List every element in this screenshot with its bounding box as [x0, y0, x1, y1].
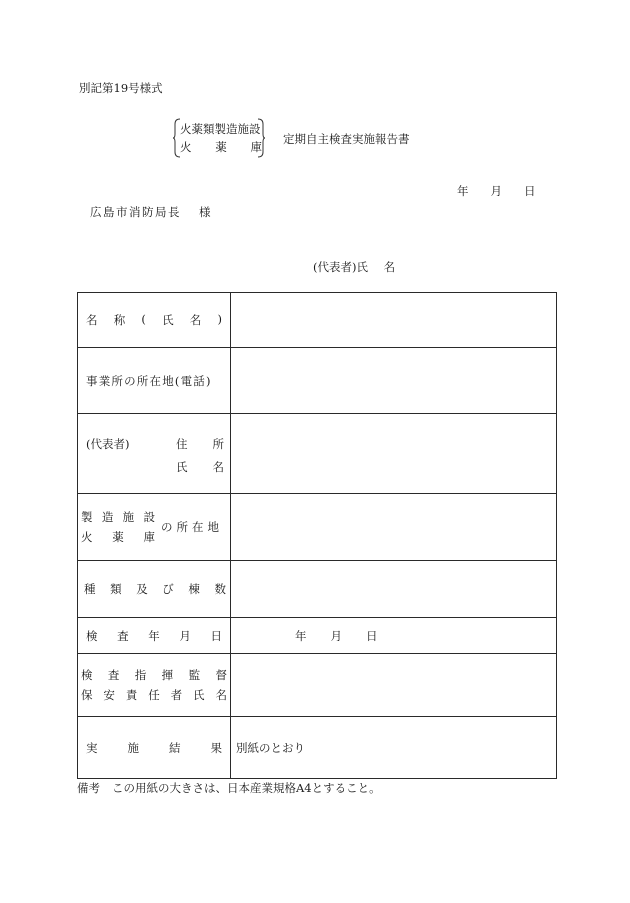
table-row-supervisor	[78, 654, 557, 717]
addressee-name: 広島市消防局長	[90, 205, 181, 219]
date-year-label: 年	[457, 184, 469, 198]
note-text: この用紙の大きさは、日本産業規格A4とすること。	[112, 781, 381, 795]
table-row-kind	[78, 561, 557, 618]
office-address-label: 事業所の所在地(電話)	[78, 348, 231, 414]
inspection-date-field[interactable]: 年 月 日	[231, 618, 557, 654]
note	[77, 780, 381, 796]
facility-location-field[interactable]	[231, 494, 557, 561]
name-label: 名 称 ( 氏 名 )	[78, 293, 231, 348]
representative-tag: (代表者)	[313, 260, 357, 274]
facility-location-label: 製 造 施 設 火 薬 庫 の所在地	[78, 494, 231, 561]
table-row-facility	[78, 494, 557, 561]
note-label: 備考	[77, 781, 100, 795]
table-row-office	[78, 348, 557, 414]
result-field[interactable]: 別紙のとおり	[231, 717, 557, 779]
report-table	[77, 292, 557, 779]
result-label: 実 施 結 果	[78, 717, 231, 779]
addressee-honorific: 様	[199, 205, 212, 219]
table-row-name	[78, 293, 557, 348]
representative-signature	[313, 259, 401, 275]
inspection-date-label: 検 査 年 月 日	[78, 618, 231, 654]
facility-type-storage: 火 薬 庫	[180, 140, 262, 154]
document-title: 定期自主検査実施報告書	[283, 132, 410, 146]
date-day-label: 日	[524, 184, 536, 198]
submission-date	[457, 183, 536, 199]
facility-type-manufacturing: 火薬類製造施設	[180, 122, 261, 136]
supervisor-label: 検 査 指 揮 監 督 保 安 責 任 者 氏 名	[78, 654, 231, 717]
table-row-representative	[78, 414, 557, 494]
office-address-field[interactable]	[231, 348, 557, 414]
representative-field[interactable]	[231, 414, 557, 494]
kind-count-label: 種 類 及 び 棟 数	[78, 561, 231, 618]
addressee	[90, 204, 212, 220]
supervisor-field[interactable]	[231, 654, 557, 717]
name-field[interactable]	[231, 293, 557, 348]
table-row-inspection-date	[78, 618, 557, 654]
representative-name-label: 氏 名	[356, 260, 402, 274]
kind-count-field[interactable]	[231, 561, 557, 618]
representative-label: (代表者) 住 所 氏 名	[78, 414, 231, 494]
table-row-result	[78, 717, 557, 779]
date-month-label: 月	[490, 184, 502, 198]
form-number: 別記第19号様式	[79, 81, 163, 95]
